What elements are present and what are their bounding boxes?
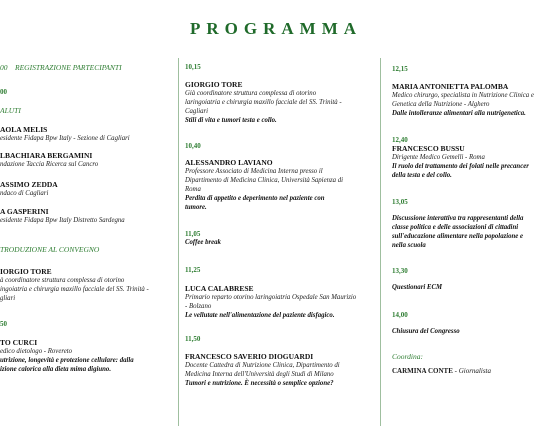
coordinator-label: Coordina: — [392, 352, 423, 361]
speaker — [0, 151, 98, 169]
talk-title: Perdita di appetito e deperimento nel paziente con — [185, 195, 325, 202]
intro-heading: TRODUZIONE AL CONVEGNO — [0, 245, 100, 254]
speaker — [0, 338, 134, 374]
talk-title: della testa e del collo. — [392, 172, 452, 179]
discussion-text: classe politica e delle associazioni di cittadini — [392, 224, 519, 231]
column-divider — [380, 58, 381, 426]
column-divider — [178, 58, 179, 426]
speaker-role: à coordinatore struttura complessa di otorino — [0, 277, 125, 284]
schedule-entry — [392, 136, 408, 144]
speaker-name: LBACHIARA BERGAMINI — [0, 151, 93, 160]
speaker-role: ingoiatria e chirurgia maxillo facciale del SS. Trinità - — [0, 286, 149, 293]
schedule-entry — [185, 142, 201, 150]
schedule-entry — [392, 65, 408, 73]
speaker-role: ndaco di Cagliari — [0, 190, 49, 197]
schedule-entry — [185, 266, 200, 274]
discussion-text: Discussione interattiva tra rappresentanti della — [392, 215, 524, 222]
speaker-role: Genetica della Nutrizione - Alghero — [392, 101, 490, 108]
speaker — [392, 144, 529, 180]
speaker-role: Docente Cattedra di Nutrizione Clinica, Dipartimento di — [185, 362, 340, 369]
speaker — [0, 180, 58, 198]
speaker — [185, 352, 340, 388]
speaker-name: FRANCESCO BUSSU — [392, 144, 465, 153]
speaker-name: ASSIMO ZEDDA — [0, 180, 58, 189]
speaker-name: A GASPERINI — [0, 207, 49, 216]
time-label: 50 — [0, 320, 7, 328]
schedule-entry — [0, 88, 7, 96]
talk-title: utrizione, longevità e protezione cellulare: dalla — [0, 357, 134, 364]
ecm-label: Questionari ECM — [392, 284, 443, 291]
speaker-role: Medico chirurgo, specialista in Nutrizione Clinica e — [392, 92, 534, 99]
coordinator-name: CARMINA CONTE — [392, 367, 453, 375]
talk-title: Stili di vita e tumori testa e collo. — [185, 117, 277, 124]
time-label: 12,40 — [392, 136, 408, 144]
speaker-role: esidente Fidapa Bpw Italy - Sezione di Cagliari — [0, 135, 130, 142]
speaker — [0, 125, 130, 143]
speaker — [185, 158, 343, 212]
time-label: 14,00 — [392, 311, 408, 319]
time-label: 00 — [0, 63, 8, 72]
talk-title: tumore. — [185, 204, 207, 211]
talk-title: Le vellutate nell'alimentazione del paziente disfagico. — [185, 312, 335, 319]
speaker-role: - Bolzano — [185, 303, 212, 310]
saluti-heading: ALUTI — [0, 106, 21, 115]
discussion-text: nella scuola — [392, 242, 426, 249]
speaker — [185, 80, 342, 125]
time-label: 00 — [0, 88, 7, 96]
speaker-role: edico dietologo - Rovereto — [0, 348, 73, 355]
discussion-text: sull'educazione alimentare nella popolazione e — [392, 233, 524, 240]
time-label: 11,05 — [185, 230, 201, 238]
speaker-name: LUCA CALABRESE — [185, 284, 254, 293]
speaker-role: esidente Fidapa Bpw Italy Distretto Sardegna — [0, 217, 125, 224]
time-label: 11,50 — [185, 335, 201, 343]
schedule-entry — [185, 230, 221, 247]
speaker-role: Dirigente Medico Gemelli - Roma — [392, 154, 485, 161]
talk-title: Dalle intolleranze alimentari alla nutrigenetica. — [392, 110, 526, 117]
discussion — [392, 214, 523, 250]
speaker-name: AOLA MELIS — [0, 125, 48, 134]
time-label: 10,40 — [185, 142, 201, 150]
coordinator-role: - Giornalista — [452, 367, 491, 375]
speaker — [392, 82, 534, 118]
talk-title: izione calorica alla dieta mima digiuno. — [0, 366, 112, 373]
speaker-role: Già coordinatore struttura complessa di otorino — [185, 90, 317, 97]
speaker-role: ndazione Taccia Ricerca sul Cancro — [0, 161, 99, 168]
time-label: 13,05 — [392, 198, 408, 206]
speaker-role: Medicina Interna dell'Università degli Studi di Milano — [185, 371, 334, 378]
time-label: 12,15 — [392, 65, 408, 73]
speaker-name: MARIA ANTONIETTA PALOMBA — [392, 82, 509, 91]
page-title: PROGRAMMA — [190, 19, 363, 38]
speaker-name: GIORGIO TORE — [185, 80, 243, 89]
coordinator — [392, 352, 491, 375]
time-label: 10,15 — [185, 63, 201, 71]
speaker-role: Dipartimento di Medicina Clinica, Università Sapienza di — [185, 177, 344, 184]
section-heading — [0, 245, 99, 254]
schedule-entry — [185, 63, 201, 71]
speaker-role: gliari — [0, 295, 16, 302]
time-label: 13,30 — [392, 267, 408, 275]
speaker-role: Cagliari — [185, 108, 209, 115]
speaker-role: laringoiatria e chirurgia maxillo facciale del SS. Trinità - — [185, 99, 342, 106]
speaker — [0, 207, 125, 225]
schedule-entry — [0, 320, 7, 328]
schedule-entry — [0, 63, 122, 72]
speaker-name: TO CURCI — [0, 338, 38, 347]
schedule-entry — [392, 267, 442, 292]
talk-title: Il ruolo del trattamento dei folati nelle precancer — [392, 163, 529, 170]
schedule-entry — [392, 198, 408, 206]
schedule-entry — [392, 311, 460, 336]
coffee-break: Coffee break — [185, 239, 221, 246]
speaker-role: Professore Associato di Medicina Interna presso il — [185, 168, 323, 175]
section-heading — [0, 106, 21, 115]
speaker-role: Roma — [185, 186, 201, 193]
speaker-name: ALESSANDRO LAVIANO — [185, 158, 273, 167]
closing-label: Chiusura del Congresso — [392, 328, 460, 335]
talk-title: Tumori e nutrizione. È necessità o semplice opzione? — [185, 380, 334, 387]
registration-label: REGISTRAZIONE PARTECIPANTI — [15, 63, 122, 72]
speaker — [0, 267, 149, 303]
speaker-name: FRANCESCO SAVERIO DIOGUARDI — [185, 352, 314, 361]
speaker-role: Primario reparto otorino laringoiatria Ospedale San Maurizio — [185, 294, 357, 301]
speaker — [185, 284, 356, 320]
speaker-name: IORGIO TORE — [0, 267, 52, 276]
schedule-entry — [185, 335, 200, 343]
time-label: 11,25 — [185, 266, 201, 274]
